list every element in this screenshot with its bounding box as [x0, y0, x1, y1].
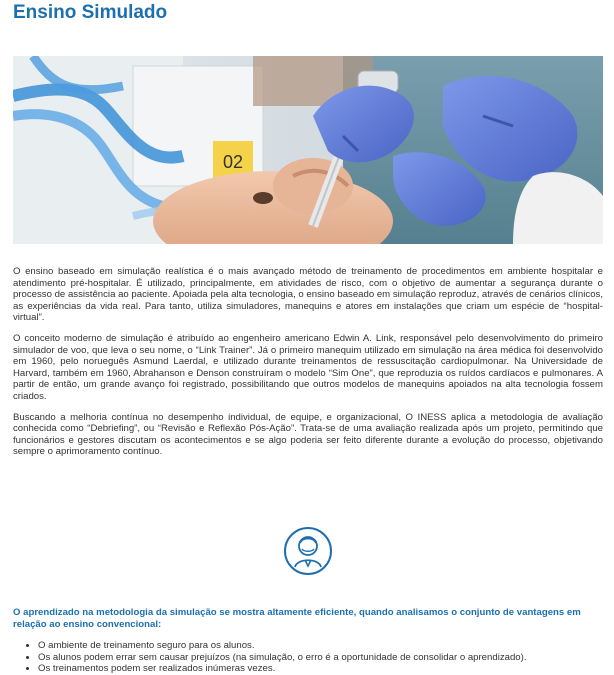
paragraph-intro: O ensino baseado em simulação realística é o mais avançado método de treinamento de procedimentos em ambiente hospitalar e atendimento pré-hospitalar. É utilizado, principalmente, em atividades de risco, com o objetivo de aumentar a segurança durante o processo de assistência ao paciente. Apoiada pela alta tecnologia, o ensino baseado em simulação reproduz, através de cenários clínicos, as experiências da vida real. Para tanto, utiliza simuladores, manequins e atores em instalações que criam um espécie de “hospital-virtual”. [13, 266, 603, 324]
hero-image [13, 56, 603, 244]
article-body [13, 266, 603, 467]
list-item: • Os alunos podem errar sem causar prejuízos (na simulação, o erro é a oportunidade de consolidar o aprendizado). [38, 652, 603, 664]
monitor-number: 02 [223, 152, 244, 172]
doctor-avatar-icon [283, 526, 333, 576]
advantages-heading: O aprendizado na metodologia da simulação se mostra altamente eficiente, quando analisamos o conjunto de vantagens em relação ao ensino convencional: [13, 607, 581, 630]
advantages-list [13, 640, 603, 675]
page-title: Ensino Simulado [13, 2, 168, 23]
simulation-photo [13, 56, 603, 244]
list-item: • Os treinamentos podem ser realizados inúmeras vezes. [38, 663, 603, 675]
paragraph-history: O conceito moderno de simulação é atribuído ao engenheiro americano Edwin A. Link, responsável pelo desenvolvimento do primeiro simulador de voo, que leva o seu nome, o “Link Trainer”. Já o primeiro manequim utilizado em simulação na área médica foi desenvolvido em 1960, pelo norueguês Asmund Laerdal, e utilizado durante treinamentos de ressuscitação cardiopulmonar. Na Universidade de Harvard, também em 1960, Abrahanson e Denson construíram o modelo “Sim One”, que reproduzia os ruídos cardíacos e pulmonares. A partir de então, um grande avanço foi registrado, possibilitando que outros modelos de manequins apoiados na alta tecnologia fossem criados. [13, 332, 603, 402]
paragraph-debriefing: Buscando a melhoria contínua no desempenho individual, de equipe, e organizacional, O INESS aplica a metodologia de avaliação conhecida como “Debriefing”, ou “Revisão e Reflexão Pós-Ação”. Trata-se de uma avaliação realizada após um projeto, permitindo que funcionários e gestores discutam os acontecimentos e se algo poderia ser feito diferente durante a evolução do processo, objetivando sempre o aprimoramento contínuo. [13, 411, 603, 458]
list-item: • O ambiente de treinamento seguro para os alunos. [38, 640, 603, 652]
